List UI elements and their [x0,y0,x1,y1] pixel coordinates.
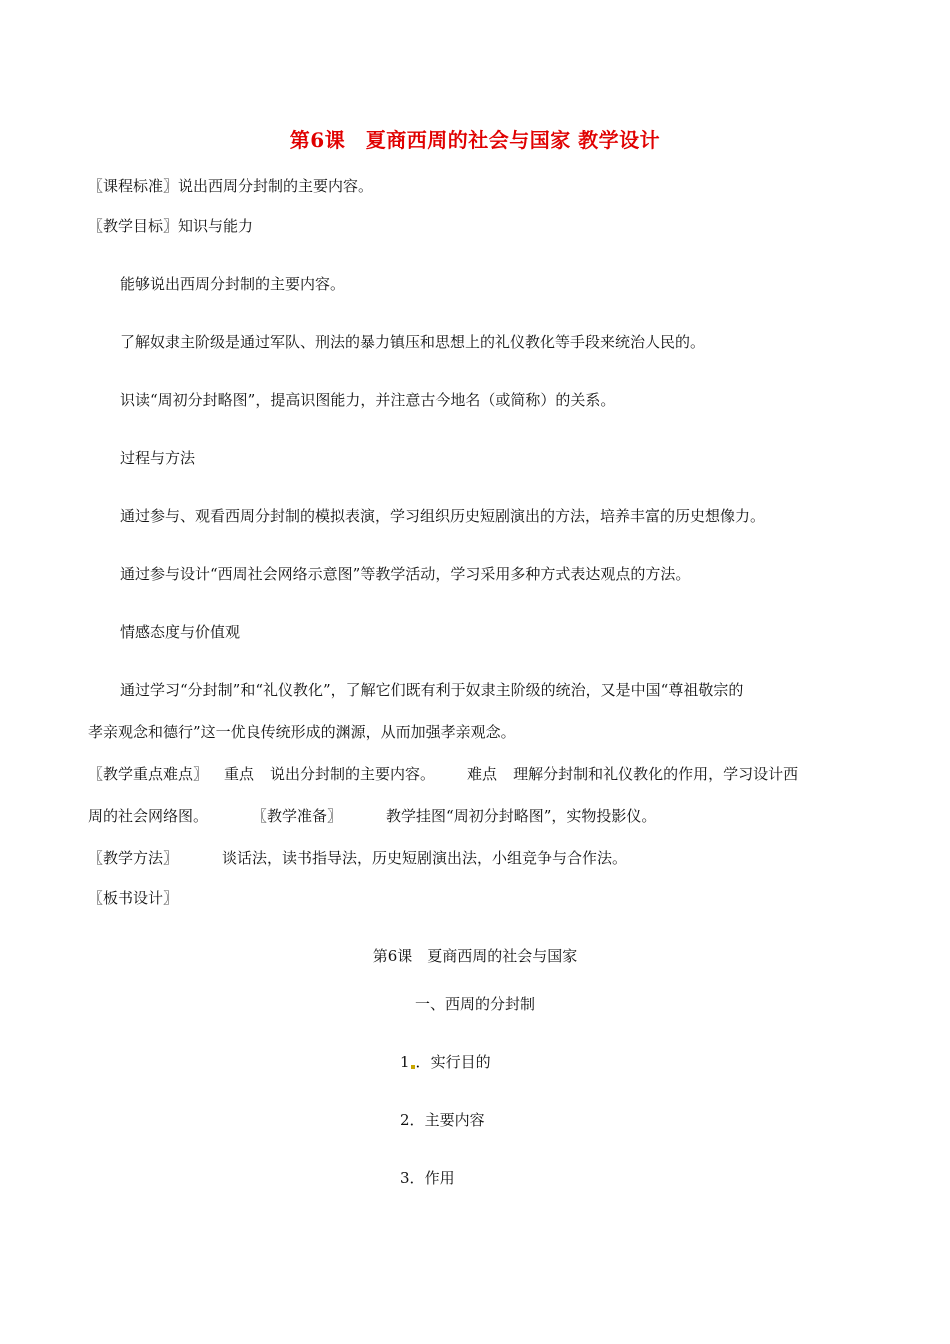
key-text: 说出分封制的主要内容。 [270,765,436,783]
knowledge-item-3: 识读“周初分封略图”，提高识图能力，并注意古今地名（或简称）的关系。 [120,391,616,409]
knowledge-heading: 知识与能力 [178,217,254,235]
knowledge-item-2: 了解奴隶主阶级是通过军队、刑法的暴力镇压和思想上的礼仪教化等手段来统治人民的。 [120,333,706,351]
board-section: 一、西周的分封制 [414,995,535,1013]
board-item-number: 1 [400,1053,410,1071]
board-item-2 [400,1110,485,1130]
board-item-text: 作用 [424,1169,455,1187]
hard-label: 难点 [467,765,498,783]
process-item-1: 通过参与、观看西周分封制的模拟表演，学习组织历史短剧演出的方法，培养丰富的历史想像力。 [120,507,766,525]
document-title: 第6课 夏商西周的社会与国家 教学设计 [289,128,661,152]
key-points-line-1 [88,764,798,784]
process-heading: 过程与方法 [120,449,196,467]
board-item-separator: ． [409,1111,425,1129]
hard-text-1: 理解分封制和礼仪教化的作用，学习设计西 [513,765,799,783]
board-item-number: 2 [400,1111,410,1129]
board-item-separator: ． [415,1053,431,1071]
emotion-line-2: 孝亲观念和德行”这一优良传统形成的渊源，从而加强孝亲观念。 [88,723,516,741]
course-standard-text: 说出西周分封制的主要内容。 [178,177,374,195]
emotion-heading: 情感态度与价值观 [120,623,241,641]
course-standard [88,176,373,196]
board-item-separator: ． [409,1169,425,1187]
methods-text: 谈话法，读书指导法，历史短剧演出法，小组竞争与合作法。 [222,849,628,867]
methods-label: 〖教学方法〗 [88,849,179,867]
board-item-3 [400,1168,455,1188]
methods [88,848,627,868]
board-label: 〖板书设计〗 [88,889,179,907]
board-item-text: 实行目的 [430,1053,491,1071]
course-standard-label: 〖课程标准〗 [88,177,179,195]
board-item-1 [400,1052,491,1072]
key-points-line-2 [88,806,656,826]
emotion-line-1: 通过学习“分封制”和“礼仪教化”，了解它们既有利于奴隶主阶级的统治，又是中国“尊祖敬宗的 [120,681,744,699]
board-item-number: 3 [400,1169,410,1187]
teaching-goals [88,216,253,236]
knowledge-item-1: 能够说出西周分封制的主要内容。 [120,275,346,293]
hard-text-2: 周的社会网络图。 [88,807,209,825]
marker-dot-icon [411,1065,415,1069]
board-item-text: 主要内容 [424,1111,485,1129]
prep-label: 〖教学准备〗 [252,807,343,825]
board-title: 第6课 夏商西周的社会与国家 [372,947,578,965]
key-points-label: 〖教学重点难点〗 [88,765,209,783]
key-label: 重点 [224,765,255,783]
teaching-goals-label: 〖教学目标〗 [88,217,179,235]
prep-text: 教学挂图“周初分封略图”，实物投影仪。 [386,807,657,825]
process-item-2: 通过参与设计“西周社会网络示意图”等教学活动，学习采用多种方式表达观点的方法。 [120,565,691,583]
